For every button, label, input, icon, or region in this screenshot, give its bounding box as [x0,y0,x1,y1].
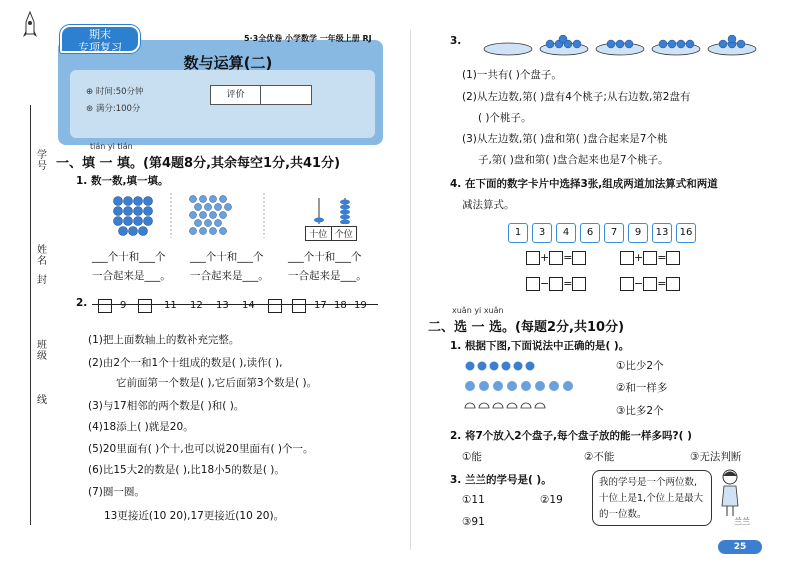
number-card[interactable]: 9 [628,223,648,243]
s1-option-2[interactable]: ②和一样多 [616,382,668,394]
q2-item-6: (6)比15大2的数是( ),比18小5的数是( )。 [88,464,285,476]
number-card[interactable]: 7 [604,223,624,243]
s2-option-2[interactable]: ②不能 [584,451,615,463]
tick-label: 19 [354,300,367,311]
answer-box[interactable] [620,277,634,291]
equals-sign: = [563,251,573,264]
plus-sign: + [540,251,550,264]
q3-item-3b: 子,第( )盘和第( )盘合起来也是7个桃子。 [478,154,669,166]
name-label: 姓名 [37,245,47,267]
q2-num: 2. [76,297,88,309]
q1-fill-a3: ___个十和___个 [288,251,362,263]
header-panel [58,40,383,145]
binding-margin [0,0,50,566]
q2-item-2: (2)由2个一和1个十组成的数是( ),读作( ), [88,357,283,369]
number-card[interactable]: 6 [580,223,600,243]
q3-item-2b: ( )个桃子。 [478,112,532,124]
rocket-icon [22,10,38,40]
speech-bubble: 我的学号是一个两位数,十位上是1,个位上是最大的一位数。 [592,470,712,526]
q1-fill-a1: ___个十和___个 [92,251,166,263]
number-line-labels [92,298,382,318]
q3-item-2: (2)从左边数,第( )盘有4个桃子;从右边数,第2盘有 [462,91,691,103]
q1-fill-b3: 一合起来是___。 [288,270,367,282]
page-title: 数与运算(二) [183,54,273,72]
line-label: 线 [37,395,47,406]
answer-box[interactable] [643,251,657,265]
q3-num: 3. [450,35,462,47]
number-card[interactable]: 16 [676,223,696,243]
blank-box[interactable] [292,299,306,313]
answer-box[interactable] [549,251,563,265]
tick-label: 11 [164,300,177,311]
q2-item-4: (4)18添上( )就是20。 [88,421,194,433]
q4-line1: 4. 在下面的数字卡片中选择3张,组成两道加法算式和两道 [450,178,718,190]
girl-name: 兰兰 [734,517,750,526]
q2-item-3: (3)与17相邻的两个数是( )和( )。 [88,400,245,412]
section2-pinyin: xuǎn yi xuǎn [452,306,504,315]
q2-item-1: (1)把上面数轴上的数补充完整。 [88,334,240,346]
student-id-label: 学号 [37,150,47,172]
minus-sign: − [540,277,550,290]
s1-picture [462,358,582,414]
q2-item-7b: 13更接近(10 20),17更接近(10 20)。 [104,510,285,522]
tens-label: 十位 [306,227,332,240]
evaluation-label: 评价 [211,86,261,104]
tick-label: 9 [120,300,127,311]
evaluation-box [210,85,312,105]
clock-icon: ⊕ [86,87,96,97]
section1-pinyin: tián yi tián [90,142,133,151]
s2-option-1[interactable]: ①能 [462,451,482,463]
equals-sign: = [657,251,667,264]
equals-sign: = [563,277,573,290]
answer-box[interactable] [643,277,657,291]
seal-label: 封 [37,275,47,286]
equation-sub-1 [526,277,586,291]
minus-sign: − [634,277,644,290]
s3-option-1[interactable]: ①11 [462,494,485,506]
class-label: 班级 [37,340,47,362]
number-card[interactable]: 4 [556,223,576,243]
q1-title: 1. 数一数,填一填。 [76,175,169,187]
blank-box[interactable] [98,299,112,313]
s1-question: 1. 根据下图,下面说法中正确的是( )。 [450,340,630,352]
tick-label: 14 [242,300,255,311]
number-card[interactable]: 13 [652,223,672,243]
equals-sign: = [657,277,667,290]
q1-fill-b1: 一合起来是___。 [92,270,171,282]
section2-title: 二、选 一 选。(每题2分,共10分) [428,320,625,335]
s3-option-3[interactable]: ③91 [462,516,485,528]
abacus [305,198,360,243]
banner-line2: 专项复习 [78,41,122,54]
counting-pictures [88,193,278,243]
q3-item-1: (1)一共有( )个盘子。 [462,69,562,81]
s3-question: 3. 兰兰的学号是( )。 [450,474,552,486]
answer-box[interactable] [572,251,586,265]
blank-box[interactable] [268,299,282,313]
star-icon: ⊛ [86,104,96,114]
answer-box[interactable] [549,277,563,291]
plates-picture [478,35,758,57]
equation-add-2 [620,251,680,265]
s1-option-3[interactable]: ③比多2个 [616,405,664,417]
answer-box[interactable] [526,277,540,291]
answer-box[interactable] [620,251,634,265]
blank-box[interactable] [138,299,152,313]
equation-sub-2 [620,277,680,291]
s2-question: 2. 将7个放入2个盘子,每个盘子放的能一样多吗?( ) [450,430,692,442]
page-number: 25 [718,540,762,554]
number-card[interactable]: 1 [508,223,528,243]
review-banner [60,25,140,53]
q2-item-7: (7)圈一圈。 [88,486,145,498]
series-info: 5·3全优卷 小学数学 一年级上册 RJ [244,34,372,43]
q1-fill-a2: ___个十和___个 [190,251,264,263]
q4-line2: 减法算式。 [462,199,515,211]
q2-item-2b: 它前面第一个数是( ),它后面第3个数是( )。 [116,377,318,389]
answer-box[interactable] [526,251,540,265]
equation-add-1 [526,251,586,265]
section1-title: 一、填 一 填。(第4题8分,其余每空1分,共41分) [56,156,341,171]
tick-label: 18 [334,300,347,311]
answer-box[interactable] [572,277,586,291]
time-info: ⊕ 时间:50分钟 [86,87,144,97]
answer-box[interactable] [666,277,680,291]
s3-option-2[interactable]: ②19 [540,494,563,506]
score-info: ⊛ 满分:100分 [86,104,141,114]
tick-label: 13 [216,300,229,311]
number-card[interactable]: 3 [532,223,552,243]
q1-fill-b2: 一合起来是___。 [190,270,269,282]
q3-item-3: (3)从左边数,第( )盘和第( )盘合起来是7个桃 [462,133,668,145]
cut-line [30,105,31,525]
plus-sign: + [634,251,644,264]
banner-line1: 期末 [89,28,111,41]
answer-box[interactable] [666,251,680,265]
number-cards [508,220,700,243]
s2-option-3[interactable]: ③无法判断 [690,451,742,463]
q2-item-5: (5)20里面有( )个十,也可以说20里面有( )个一。 [88,443,314,455]
girl-icon [718,468,742,518]
ones-label: 个位 [334,230,353,240]
page-divider [410,30,411,550]
s1-option-1[interactable]: ①比少2个 [616,360,664,372]
tick-label: 12 [190,300,203,311]
tick-label: 17 [314,300,327,311]
